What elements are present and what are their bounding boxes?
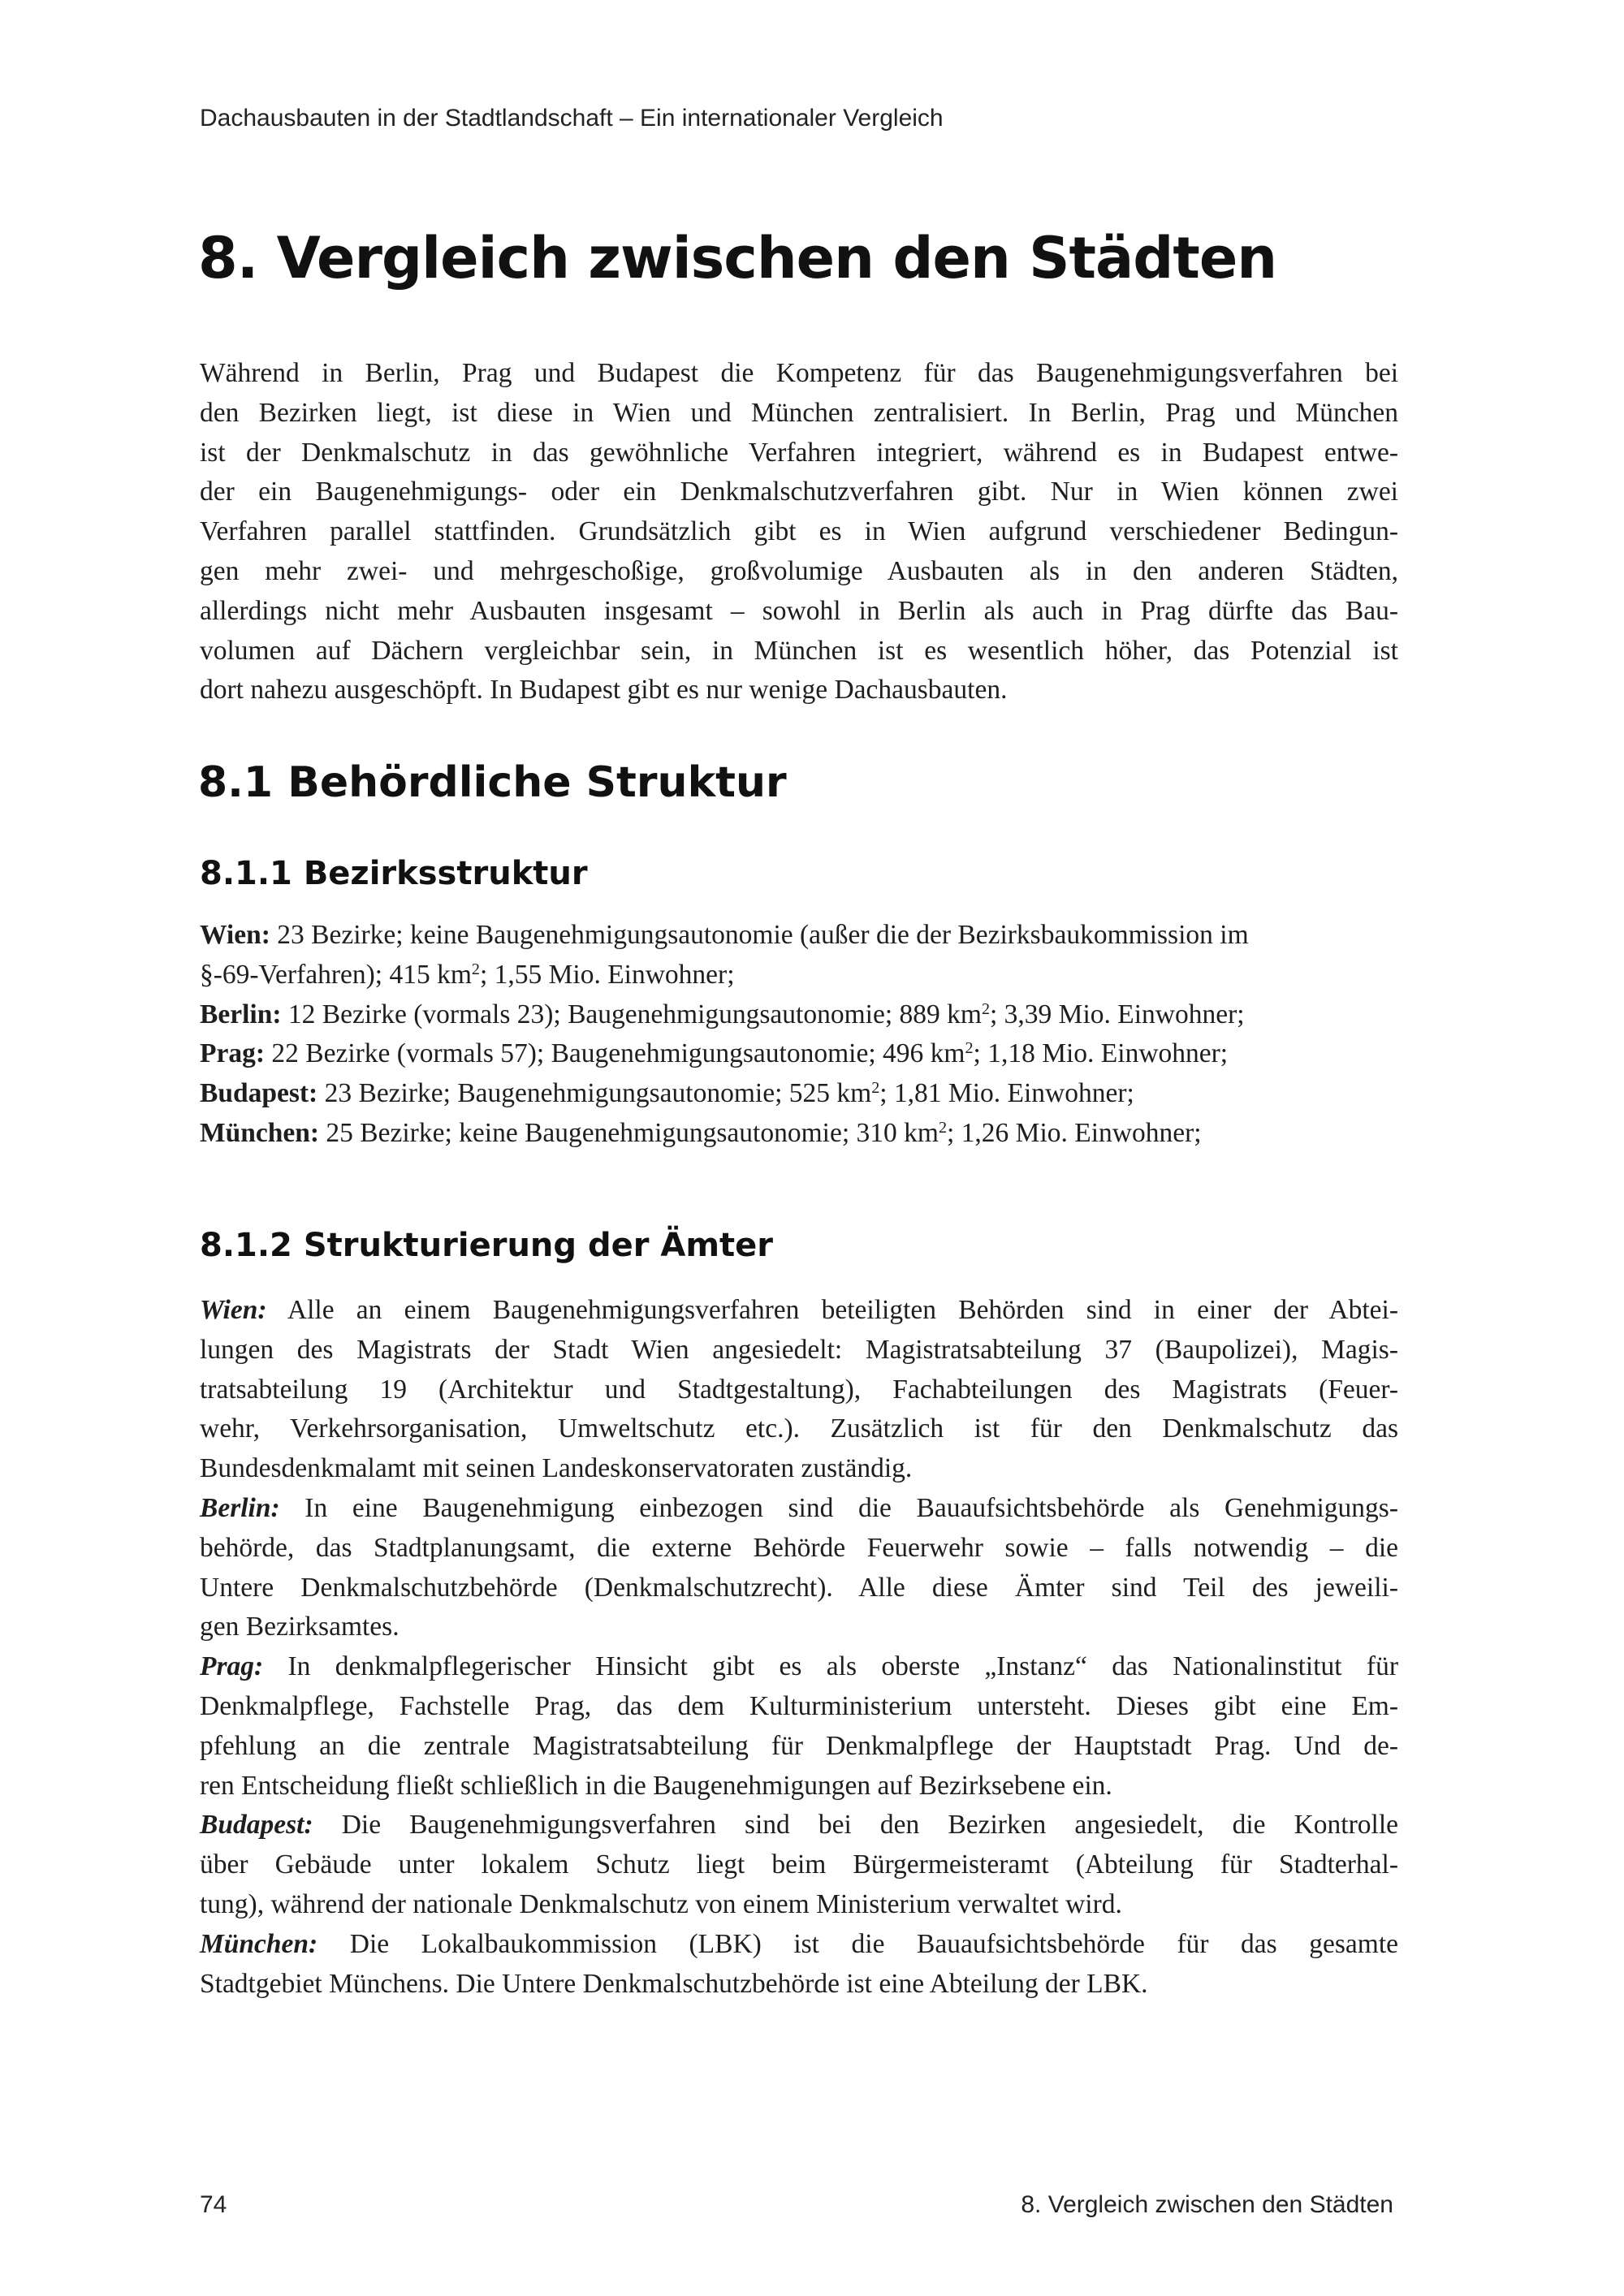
superscript: 2 [938,1118,947,1137]
city-details: 25 Bezirke; keine Baugenehmigungsautonomie; 310 km [319,1117,939,1148]
offices-text: tung), während der nationale Denkmalschutz von einem Ministerium verwaltet wird. [200,1888,1122,1919]
offices-line [200,1569,1398,1608]
offices-text: Stadtgebiet Münchens. Die Untere Denkmalschutzbehörde ist eine Abteilung der LBK. [200,1968,1148,1999]
offices-line [200,1529,1398,1569]
superscript: 2 [871,1079,880,1098]
offices-text: behörde, das Stadtplanungsamt, die externe Behörde Feuerwehr sowie – falls notwendig – die [200,1532,1398,1563]
offices-text: Untere Denkmalschutzbehörde (Denkmalschutzrecht). Alle diese Ämter sind Teil des jeweili- [200,1572,1398,1603]
city-row-berlin [200,995,1434,1035]
intro-line: der ein Baugenehmigungs- oder ein Denkmalschutzverfahren gibt. Nur in Wien können zwei [200,477,1398,507]
offices-text: In denkmalpflegerischer Hinsicht gibt es als oberste „Instanz“ das Nationalinstitut für [263,1651,1398,1682]
city-label: Budapest: [200,1810,313,1841]
chapter-title: 8. Vergleich zwischen den Städten [198,225,1277,291]
intro-line: den Bezirken liegt, ist diese in Wien und München zentralisiert. In Berlin, Prag und München [200,397,1398,428]
offices-line [200,1409,1398,1449]
offices-line [200,1647,1398,1687]
offices-text: Alle an einem Baugenehmigungsverfahren beteiligten Behörden sind in einer der Abtei- [266,1295,1398,1325]
city-row-muenchen [200,1114,1434,1154]
offices-text: Die Baugenehmigungsverfahren sind bei den Bezirken angesiedelt, die Kontrolle [313,1810,1398,1841]
city-details-after: ; 1,18 Mio. Einwohner; [973,1038,1229,1069]
superscript: 2 [981,999,990,1018]
city-district-list [200,916,1434,1154]
city-details: 23 Bezirke; Baugenehmigungsautonomie; 525 km [317,1078,872,1109]
offices-line [200,1687,1398,1727]
intro-line: volumen auf Dächern vergleichbar sein, in München ist es wesentlich höher, das Potenzial ist [200,635,1398,666]
offices-line [200,1767,1398,1806]
city-name: Budapest: [200,1078,318,1109]
page-number: 74 [200,2191,227,2218]
city-name: Berlin: [200,999,282,1029]
city-row-wien-cont [200,956,1434,995]
offices-text: lungen des Magistrats der Stadt Wien angesiedelt: Magistratsabteilung 37 (Baupolizei), Magis- [200,1334,1398,1365]
city-label: Wien: [200,1295,267,1325]
superscript: 2 [965,1039,974,1058]
offices-text: ren Entscheidung fließt schließlich in die Baugenehmigungen auf Bezirksebene ein. [200,1770,1112,1801]
city-row-prag [200,1034,1434,1074]
offices-line [200,1925,1398,1965]
city-details: 23 Bezirke; keine Baugenehmigungsautonomie (außer die der Bezirksbaukommission im [270,920,1249,950]
offices-text: Die Lokalbaukommission (LBK) ist die Bauaufsichtsbehörde für das gesamte [317,1928,1398,1959]
city-details-after: ; 1,81 Mio. Einwohner; [879,1078,1134,1109]
intro-line: allerdings nicht mehr Ausbauten insgesamt – sowohl in Berlin als auch in Prag dürfte das Bau- [200,595,1398,626]
offices-line [200,1291,1398,1331]
subsection-heading-bezirksstruktur: 8.1.1 Bezirksstruktur [200,855,588,892]
running-header: Dachausbauten in der Stadtlandschaft – Ein internationaler Vergleich [200,105,944,132]
offices-text: pfehlung an die zentrale Magistratsabteilung für Denkmalpflege der Hauptstadt Prag. Und de- [200,1730,1398,1761]
offices-line [200,1370,1398,1410]
offices-text: über Gebäude unter lokalem Schutz liegt beim Bürgermeisteramt (Abteilung für Stadterhal- [200,1849,1398,1880]
offices-line [200,1608,1398,1647]
intro-line: ist der Denkmalschutz in das gewöhnliche Verfahren integriert, während es in Budapest entwe- [200,437,1398,468]
intro-line: Während in Berlin, Prag und Budapest die Kompetenz für das Baugenehmigungsverfahren bei [200,358,1398,388]
offices-text: In eine Baugenehmigung einbezogen sind die Bauaufsichtsbehörde als Genehmigungs- [279,1492,1398,1523]
city-label: Berlin: [200,1492,280,1523]
section-heading: 8.1 Behördliche Struktur [198,758,787,807]
city-row-budapest [200,1074,1434,1114]
city-name: Wien: [200,920,270,950]
offices-line [200,1885,1398,1925]
footer-chapter-reference: 8. Vergleich zwischen den Städten [1021,2191,1393,2218]
offices-line [200,1331,1398,1370]
city-name: München: [200,1117,320,1148]
offices-text: Denkmalpflege, Fachstelle Prag, das dem Kulturministerium untersteht. Dieses gibt eine Em- [200,1690,1398,1721]
offices-line [200,1965,1398,2005]
superscript: 2 [471,960,480,978]
offices-text: Bundesdenkmalamt mit seinen Landeskonservatoraten zuständig. [200,1453,913,1484]
city-details-after: ; 1,26 Mio. Einwohner; [947,1117,1202,1148]
intro-line: gen mehr zwei- und mehrgeschoßige, großvolumige Ausbauten als in den anderen Städten, [200,555,1398,586]
city-details: 12 Bezirke (vormals 23); Baugenehmigungsautonomie; 889 km [281,999,982,1029]
offices-line [200,1806,1398,1845]
offices-line [200,1845,1398,1885]
offices-text: gen Bezirksamtes. [200,1612,400,1642]
city-label: München: [200,1928,318,1959]
offices-text: tratsabteilung 19 (Architektur und Stadtgestaltung), Fachabteilungen des Magistrats (Feuer- [200,1374,1398,1405]
intro-paragraph [200,354,1398,710]
city-details: 22 Bezirke (vormals 57); Baugenehmigungsautonomie; 496 km [265,1038,965,1069]
city-label: Prag: [200,1651,264,1682]
city-name: Prag: [200,1038,265,1069]
intro-line: Verfahren parallel stattfinden. Grundsätzlich gibt es in Wien aufgrund verschiedener Bedingun- [200,516,1398,547]
city-details-after: ; 1,55 Mio. Einwohner; [479,959,735,990]
offices-line [200,1489,1398,1529]
offices-line [200,1727,1398,1767]
city-row-wien [200,916,1434,956]
subsection-heading-aemter: 8.1.2 Strukturierung der Ämter [200,1227,773,1264]
offices-text: wehr, Verkehrsorganisation, Umweltschutz etc.). Zusätzlich ist für den Denkmalschutz das [200,1413,1398,1444]
city-details-after: ; 3,39 Mio. Einwohner; [990,999,1245,1029]
offices-paragraphs [200,1291,1398,2004]
intro-line: dort nahezu ausgeschöpft. In Budapest gibt es nur wenige Dachausbauten. [200,675,1008,706]
city-details: §-69-Verfahren); 415 km [200,959,472,990]
offices-line [200,1449,1398,1489]
